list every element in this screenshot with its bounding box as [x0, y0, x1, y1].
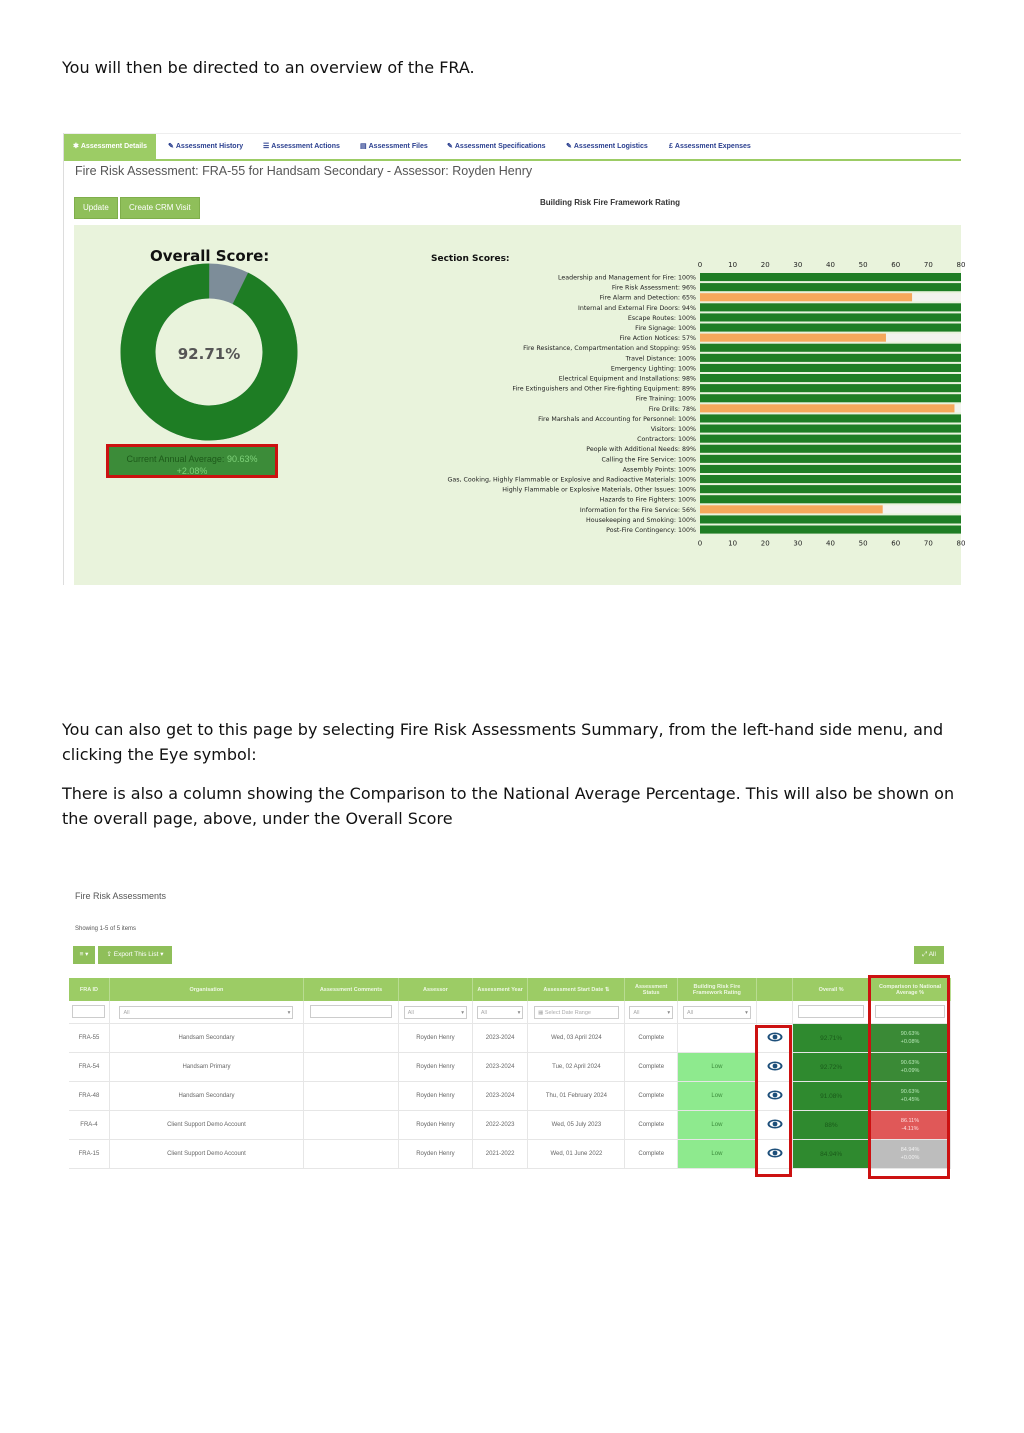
category-label: Escape Routes: 100% [627, 314, 696, 322]
category-label: Fire Risk Assessment: 96% [611, 284, 696, 292]
columns-menu-button[interactable]: ≡ ▾ [73, 946, 95, 964]
tab-assessment-logistics[interactable]: ✎ Assessment Logistics [566, 143, 648, 150]
comparison-diff: +0.45% [900, 1097, 920, 1103]
filter-overall[interactable] [798, 1005, 864, 1018]
bar [700, 515, 961, 523]
col-status[interactable]: Assessment Status [625, 978, 678, 1001]
export-list-button[interactable]: ⇪ Export This List ▾ [98, 946, 172, 964]
cell-status: Complete [625, 1082, 678, 1111]
intro-text-comparison: There is also a column showing the Comparison to the National Average Percentage. This will also be shown on the overall page, above, under the Overall Score [62, 784, 955, 828]
bar [700, 475, 961, 483]
file-icon: ▤ [360, 143, 367, 150]
x-tick-label-top: 0 [697, 261, 703, 269]
cell-status: Complete [625, 1140, 678, 1169]
building-risk-rating-label: Building Risk Fire Framework Rating [540, 198, 681, 207]
category-label: Fire Signage: 100% [635, 325, 696, 332]
cell-year: 2021-2022 [472, 1140, 528, 1169]
cell-comments [304, 1140, 399, 1169]
cell-rating: Low [677, 1082, 756, 1111]
cell-assessor: Royden Henry [399, 1082, 473, 1111]
tab-assessment-expenses[interactable]: £ Assessment Expenses [669, 143, 751, 150]
cell-comments [304, 1111, 399, 1140]
cell-organisation: Handsam Secondary [109, 1024, 303, 1053]
cell-start-date: Wed, 03 April 2024 [528, 1024, 625, 1053]
comparison-column-highlight [868, 975, 950, 1179]
assessment-tabs [64, 133, 961, 161]
cell-assessor: Royden Henry [399, 1140, 473, 1169]
tab-assessment-details[interactable]: ✱ Assessment Details [64, 134, 156, 159]
category-label: Internal and External Fire Doors: 94% [577, 304, 696, 312]
bar [700, 435, 961, 443]
bar [700, 384, 961, 392]
section-scores-title: Section Scores: [431, 254, 510, 264]
bar [700, 303, 961, 311]
bar [700, 313, 961, 321]
col-comparison[interactable]: Comparison to National Average % [870, 978, 951, 1001]
category-label: Hazards to Fire Fighters: 100% [599, 496, 696, 504]
overall-score-label: Overall Score: [150, 247, 270, 265]
tab-assessment-specifications[interactable]: ✎ Assessment Specifications [447, 143, 546, 150]
bar [700, 394, 961, 402]
cell-organisation: Handsam Secondary [109, 1082, 303, 1111]
asterisk-icon: ✱ [73, 143, 79, 150]
bar [700, 354, 961, 362]
col-actions [756, 978, 792, 1001]
category-label: Fire Action Notices: 57% [619, 335, 696, 343]
bar [700, 364, 961, 372]
x-tick-label-bottom: 0 [697, 539, 703, 548]
category-label: Fire Extinguishers and Other Fire-fighting Equipment: 89% [512, 385, 696, 393]
x-tick-label-bottom: 10 [728, 539, 738, 548]
tag-icon: ✎ [447, 143, 453, 150]
expand-all-button[interactable]: ⤢ All [914, 946, 944, 964]
tab-assessment-files[interactable]: ▤ Assessment Files [360, 143, 428, 150]
cell-start-date: Wed, 05 July 2023 [528, 1111, 625, 1140]
x-tick-label-top: 10 [728, 261, 738, 269]
table-row [69, 1053, 951, 1082]
bar [700, 465, 961, 473]
tab-assessment-history[interactable]: ✎ Assessment History [168, 143, 244, 150]
comparison-average: 84.94% [900, 1147, 920, 1153]
filter-organisation[interactable]: All ▾ [119, 1006, 293, 1019]
filter-rating[interactable]: All ▾ [683, 1006, 751, 1019]
table-row [69, 1024, 951, 1053]
category-label: Emergency Lighting: 100% [610, 365, 696, 373]
bar [700, 526, 961, 534]
fra-summary-screenshot [64, 880, 954, 1180]
x-tick-label-top: 40 [826, 261, 835, 269]
summary-title: Fire Risk Assessments [75, 891, 167, 901]
cell-assessor: Royden Henry [399, 1111, 473, 1140]
cell-status: Complete [625, 1111, 678, 1140]
cell-status: Complete [625, 1053, 678, 1082]
filter-row [69, 1001, 951, 1024]
category-label: Highly Flammable or Explosive Materials, Other Issues: 100% [502, 486, 696, 494]
category-label: Leadership and Management for Fire: 100% [558, 274, 696, 282]
score-panel [74, 225, 966, 585]
col-overall[interactable]: Overall % [793, 978, 870, 1001]
bar [700, 414, 961, 422]
x-tick-label-top: 50 [858, 261, 868, 269]
comparison-diff: +0.09% [900, 1068, 920, 1074]
cell-overall: 92.71% [793, 1024, 870, 1053]
bar [700, 425, 961, 433]
category-label: Fire Alarm and Detection: 65% [599, 294, 696, 302]
cell-overall: 92.72% [793, 1053, 870, 1082]
bar [700, 374, 961, 382]
col-assessor[interactable]: Assessor [399, 978, 473, 1001]
page-title: Fire Risk Assessment: FRA-55 for Handsam Secondary - Assessor: Royden Henry [75, 164, 533, 178]
bar [700, 334, 886, 342]
section-scores-chart [404, 255, 966, 585]
cell-rating [677, 1024, 756, 1053]
cell-year: 2023-2024 [472, 1053, 528, 1082]
tab-assessment-actions[interactable]: ☰ Assessment Actions [263, 143, 340, 150]
cell-start-date: Wed, 01 June 2022 [528, 1140, 625, 1169]
col-start-date[interactable]: Assessment Start Date ⇅ [528, 978, 625, 1001]
fra-overview-screenshot [63, 133, 966, 585]
cell-comments [304, 1082, 399, 1111]
category-label: Contractors: 100% [637, 436, 696, 444]
comparison-average: 90.63% [900, 1089, 920, 1095]
update-button[interactable]: Update [74, 197, 118, 219]
category-label: Electrical Equipment and Installations: 98% [558, 375, 696, 383]
category-label: Post-Fire Contingency: 100% [606, 527, 696, 534]
col-organisation[interactable]: Organisation [109, 978, 303, 1001]
comparison-diff: -4.11% [901, 1126, 919, 1132]
comparison-average: 86.11% [900, 1118, 920, 1124]
category-label: Fire Resistance, Compartmentation and Stopping: 95% [523, 345, 696, 353]
cell-overall: 91.08% [793, 1082, 870, 1111]
filter-fra-id[interactable] [72, 1005, 105, 1018]
bar [700, 445, 961, 453]
filter-year[interactable]: All ▾ [477, 1006, 524, 1019]
fra-table [69, 978, 951, 1169]
category-label: Visitors: 100% [650, 426, 696, 433]
bar [700, 344, 961, 352]
cell-year: 2023-2024 [472, 1024, 528, 1053]
category-label: Gas, Cooking, Highly Flammable or Explosive and Radioactive Materials: 100% [447, 476, 696, 484]
cell-comments [304, 1024, 399, 1053]
x-tick-label-bottom: 80 [956, 539, 966, 548]
cell-rating: Low [677, 1140, 756, 1169]
category-label: Calling the Fire Service: 100% [601, 456, 696, 464]
table-row [69, 1111, 951, 1140]
cell-fra-id: FRA-54 [69, 1053, 109, 1082]
table-header-row [69, 978, 951, 1001]
category-label: People with Additional Needs: 89% [586, 446, 696, 454]
cell-fra-id: FRA-55 [69, 1024, 109, 1053]
cell-start-date: Thu, 01 February 2024 [528, 1082, 625, 1111]
category-label: Housekeeping and Smoking: 100% [586, 516, 696, 524]
cell-year: 2022-2023 [472, 1111, 528, 1140]
category-label: Fire Marshals and Accounting for Personnel: 100% [538, 415, 696, 423]
bar [700, 485, 961, 493]
x-tick-label-bottom: 50 [858, 539, 868, 548]
eye-column-highlight [755, 1025, 792, 1177]
cell-organisation: Client Support Demo Account [109, 1140, 303, 1169]
cell-rating: Low [677, 1111, 756, 1140]
x-tick-label-bottom: 70 [923, 539, 933, 548]
cell-year: 2023-2024 [472, 1082, 528, 1111]
col-fra-id[interactable]: FRA ID [69, 978, 109, 1001]
create-crm-visit-button[interactable]: Create CRM Visit [120, 197, 200, 219]
bar [700, 505, 883, 513]
bar [700, 293, 912, 301]
col-rating[interactable]: Building Risk Fire Framework Rating [677, 978, 756, 1001]
wrench-icon: ✎ [168, 143, 174, 150]
x-tick-label-bottom: 30 [793, 539, 803, 548]
filter-assessor[interactable]: All ▾ [404, 1006, 467, 1019]
cell-fra-id: FRA-4 [69, 1111, 109, 1140]
comparison-diff: +0.08% [900, 1039, 920, 1045]
annual-average-value: 90.63% [226, 454, 258, 464]
showing-count: Showing 1-5 of 5 items [75, 926, 137, 932]
category-label: Assembly Points: 100% [622, 466, 696, 474]
col-year[interactable]: Assessment Year [472, 978, 528, 1001]
filter-date-range[interactable]: ▦ Select Date Range [534, 1006, 619, 1019]
bar [700, 455, 961, 463]
annual-average-label: Current Annual Average: [126, 454, 225, 464]
bar [700, 495, 961, 503]
x-tick-label-top: 20 [760, 261, 770, 269]
pound-icon: £ [669, 143, 673, 150]
category-label: Fire Training: 100% [635, 395, 696, 403]
category-label: Fire Drills: 78% [648, 405, 696, 413]
x-tick-label-bottom: 20 [760, 539, 770, 548]
intro-text-overview: You will then be directed to an overview of the FRA. [62, 58, 475, 77]
overall-score-donut [120, 263, 298, 441]
comparison-average: 90.63% [900, 1060, 920, 1066]
cell-status: Complete [625, 1024, 678, 1053]
category-label: Travel Distance: 100% [625, 355, 696, 363]
wrench-icon: ✎ [566, 143, 572, 150]
cell-organisation: Handsam Primary [109, 1053, 303, 1082]
x-tick-label-top: 60 [891, 261, 901, 269]
cell-overall: 84.94% [793, 1140, 870, 1169]
x-tick-label-top: 30 [793, 261, 803, 269]
x-tick-label-bottom: 40 [826, 539, 835, 548]
comparison-diff: +0.00% [900, 1155, 920, 1161]
x-tick-label-bottom: 60 [891, 539, 901, 548]
filter-comments[interactable] [310, 1005, 393, 1018]
bar [700, 404, 954, 412]
category-label: Information for the Fire Service: 56% [579, 506, 696, 514]
bar [700, 324, 961, 332]
cell-assessor: Royden Henry [399, 1024, 473, 1053]
cell-assessor: Royden Henry [399, 1053, 473, 1082]
bar [700, 283, 961, 291]
list-icon: ☰ [263, 143, 270, 150]
overall-score-value: 92.71% [177, 345, 241, 363]
filter-status[interactable]: All ▾ [629, 1006, 673, 1019]
comparison-average: 90.63% [900, 1031, 920, 1037]
current-annual-average [106, 444, 278, 478]
annual-average-diff: +2.08% [176, 466, 208, 476]
cell-start-date: Tue, 02 April 2024 [528, 1053, 625, 1082]
cell-overall: 88% [793, 1111, 870, 1140]
cell-organisation: Client Support Demo Account [109, 1111, 303, 1140]
col-comments[interactable]: Assessment Comments [304, 978, 399, 1001]
cell-rating: Low [677, 1053, 756, 1082]
cell-comments [304, 1053, 399, 1082]
intro-text-summary-menu: You can also get to this page by selecting Fire Risk Assessments Summary, from the left-hand side menu, and clicking the Eye symbol: [62, 720, 944, 764]
cell-fra-id: FRA-48 [69, 1082, 109, 1111]
cell-fra-id: FRA-15 [69, 1140, 109, 1169]
x-tick-label-top: 70 [923, 261, 933, 269]
table-row [69, 1140, 951, 1169]
table-row [69, 1082, 951, 1111]
x-tick-label-top: 80 [956, 261, 966, 269]
bar [700, 273, 961, 281]
